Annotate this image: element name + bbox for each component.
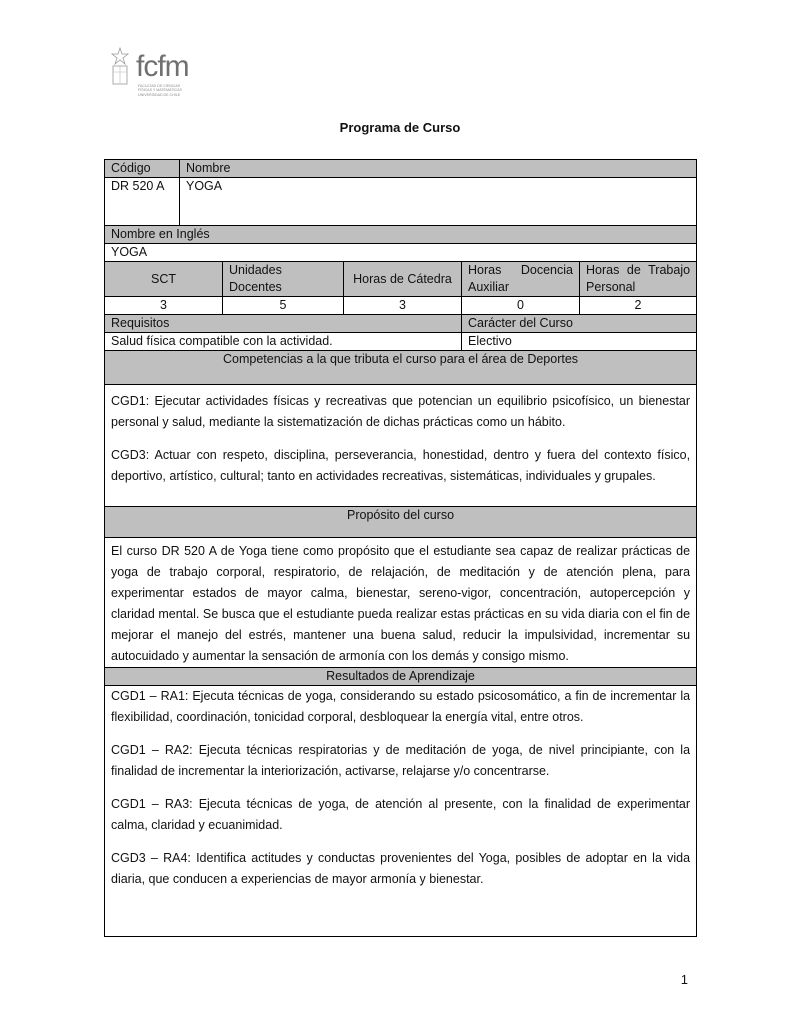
resultado-item: CGD3 – RA4: Identifica actitudes y conductas provenientes del Yoga, posibles de adoptar en la vida diaria, que conducen a experiencias de mayor armonía y bienestar. xyxy=(111,851,691,886)
proposito-header: Propósito del curso xyxy=(105,507,697,538)
course-name: YOGA xyxy=(180,178,697,226)
sct-label: SCT xyxy=(105,262,223,297)
nombre-label: Nombre xyxy=(180,160,697,178)
requisitos-value: Salud física compatible con la actividad. xyxy=(105,333,462,351)
codigo-label: Código xyxy=(105,160,180,178)
course-name-english: YOGA xyxy=(105,244,697,262)
course-code: DR 520 A xyxy=(105,178,180,226)
resultado-item: CGD1 – RA3: Ejecuta técnicas de yoga, de atención al presente, con la finalidad de experimentar calma, claridad y ecuanimidad. xyxy=(111,797,691,832)
personal-value: 2 xyxy=(580,297,697,315)
requisitos-label: Requisitos xyxy=(105,315,462,333)
unidades-label: Unidades Docentes xyxy=(223,262,344,297)
catedra-label: Horas de Cátedra xyxy=(344,262,462,297)
university-crest-icon xyxy=(110,46,130,86)
fcfm-logo xyxy=(108,44,200,104)
sct-value: 3 xyxy=(105,297,223,315)
personal-label: Horas de Trabajo Personal xyxy=(580,262,697,297)
auxiliar-value: 0 xyxy=(462,297,580,315)
page-number: 1 xyxy=(680,972,688,987)
auxiliar-label: Horas Docencia Auxiliar xyxy=(462,262,580,297)
catedra-value: 3 xyxy=(344,297,462,315)
course-program-table xyxy=(104,159,697,937)
competencia-item: CGD3: Actuar con respeto, disciplina, perseverancia, honestidad, dentro y fuera del contexto físico, deportivo, artístico, cultural; tanto en actividades recreativas, sistemáticas, individuales y grupales. xyxy=(111,448,691,483)
nombre-ingles-label: Nombre en Inglés xyxy=(105,226,697,244)
unidades-value: 5 xyxy=(223,297,344,315)
resultados-header: Resultados de Aprendizaje xyxy=(105,668,697,686)
resultados-body xyxy=(105,686,697,937)
proposito-text: El curso DR 520 A de Yoga tiene como propósito que el estudiante sea capaz de realizar prácticas de yoga de trabajo corporal, respiratorio, de relajación, de meditación y de atención plena, para experimentar estados de mayor calma, bienestar, sereno-vigor, concentración, autopercepción y claridad mental. Se busca que el estudiante pueda realizar estas prácticas en su vida diaria con el fin de mejorar el manejo del estrés, mantener una buena salud, reducir la impulsividad, incrementar su autocuidado y aumentar la sensación de armonía con los demás y consigo mismo. xyxy=(105,538,697,668)
caracter-value: Electivo xyxy=(462,333,697,351)
competencias-header: Competencias a la que tributa el curso para el área de Deportes xyxy=(105,351,697,385)
caracter-label: Carácter del Curso xyxy=(462,315,697,333)
resultado-item: CGD1 – RA1: Ejecuta técnicas de yoga, considerando su estado psicosomático, a fin de incrementar la flexibilidad, coordinación, tonicidad corporal, desbloquear la energía vital, entre otros. xyxy=(111,689,691,724)
page-title: Programa de Curso xyxy=(339,120,461,135)
logo-wordmark: fcfm xyxy=(136,50,189,83)
competencia-item: CGD1: Ejecutar actividades físicas y recreativas que potencian un equilibrio psicofísico, un bienestar personal y salud, mediante la sistematización de dichas prácticas como un hábito. xyxy=(111,394,691,429)
competencias-body xyxy=(105,385,697,507)
resultado-item: CGD1 – RA2: Ejecuta técnicas respiratorias y de meditación de yoga, de nivel principiante, con la finalidad de incrementar la interiorización, activarse, relajarse y/o concentrarse. xyxy=(111,743,691,778)
logo-tagline: FACULTAD DE CIENCIAS FÍSICAS Y MATEMÁTICAS UNIVERSIDAD DE CHILE xyxy=(138,84,182,97)
